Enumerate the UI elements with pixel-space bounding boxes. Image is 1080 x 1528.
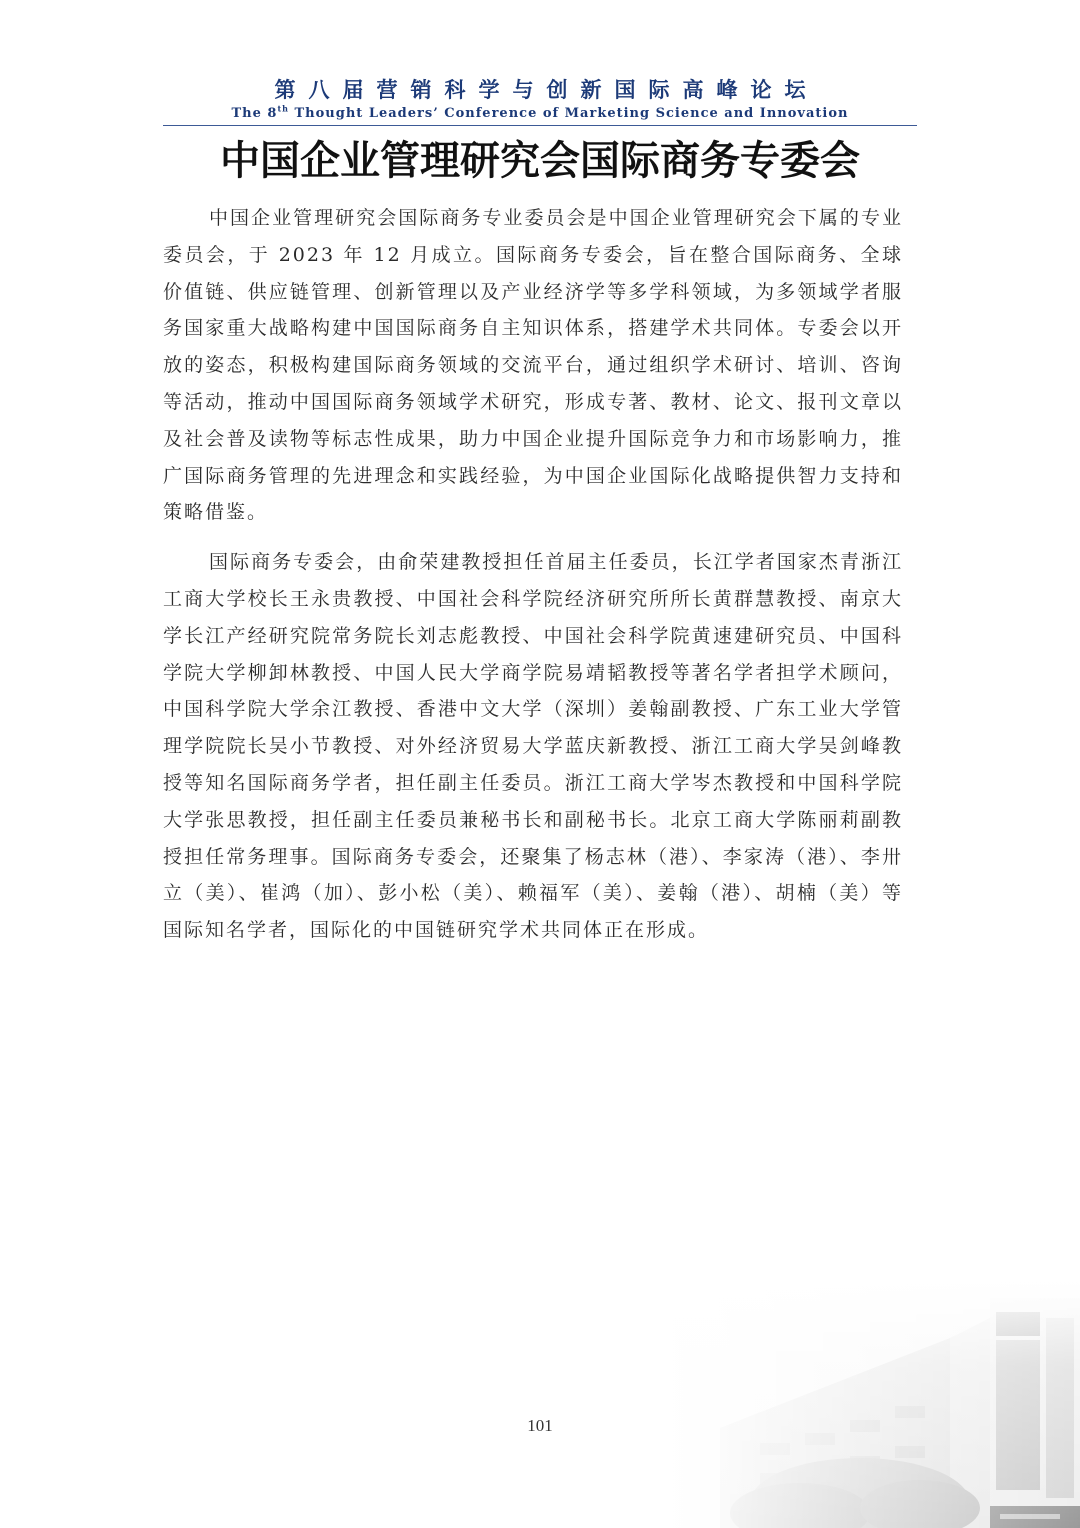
body-text xyxy=(163,200,903,962)
header-title-cn: 第八届营销科学与创新国际高峰论坛 xyxy=(274,78,819,102)
paragraph-members: 国际商务专委会，由俞荣建教授担任首届主任委员，长江学者国家杰青浙江工商大学校长王永贵教授、中国社会科学院经济研究所所长黄群慧教授、南京大学长江产经研究院常务院长刘志彪教授、中国社会科学院黄速建研究员、中国科学院大学柳卸林教授、中国人民大学商学院易靖韬教授等著名学者担学术顾问，中国科学院大学余江教授、香港中文大学（深圳）姜翰副教授、广东工业大学管理学院院长吴小节教授、对外经济贸易大学蓝庆新教授、浙江工商大学吴剑峰教授等知名国际商务学者，担任副主任委员。浙江工商大学岑杰教授和中国科学院大学张思教授，担任副主任委员兼秘书长和副秘书长。北京工商大学陈丽莉副教授担任常务理事。国际商务专委会，还聚集了杨志林（港）、李家涛（港）、李卅立（美）、崔鸿（加）、彭小松（美）、赖福军（美）、姜翰（港）、胡楠（美）等国际知名学者，国际化的中国链研究学术共同体正在形成。 xyxy=(163,551,903,942)
header-en-rest: Thought Leaders’ Conference of Marketing Science and Innovation xyxy=(288,106,849,121)
campus-building-photo xyxy=(660,1278,1080,1528)
header-en-prefix: The 8 xyxy=(231,106,278,121)
running-header xyxy=(163,76,917,124)
header-divider xyxy=(163,125,917,126)
page-number: 101 xyxy=(527,1416,553,1435)
paragraph-intro: 中国企业管理研究会国际商务专业委员会是中国企业管理研究会下属的专业委员会，于 2023 年 12 月成立。国际商务专委会，旨在整合国际商务、全球价值链、供应链管理、创新管理以及产业经济学等多学科领域，为多领域学者服务国家重大战略构建中国国际商务自主知识体系，搭建学术共同体。专委会以开放的姿态，积极构建国际商务领域的交流平台，通过组织学术研讨、培训、咨询等活动，推动中国国际商务领域学术研究，形成专著、教材、论文、报刊文章以及社会普及读物等标志性成果，助力中国企业提升国际竞争力和市场影响力，推广国际商务管理的先进理念和实践经验，为中国企业国际化战略提供智力支持和策略借鉴。 xyxy=(163,207,903,524)
header-en-superscript: th xyxy=(277,103,289,114)
header-title-en xyxy=(163,104,917,124)
page-title: 中国企业管理研究会国际商务专委会 xyxy=(220,137,860,184)
